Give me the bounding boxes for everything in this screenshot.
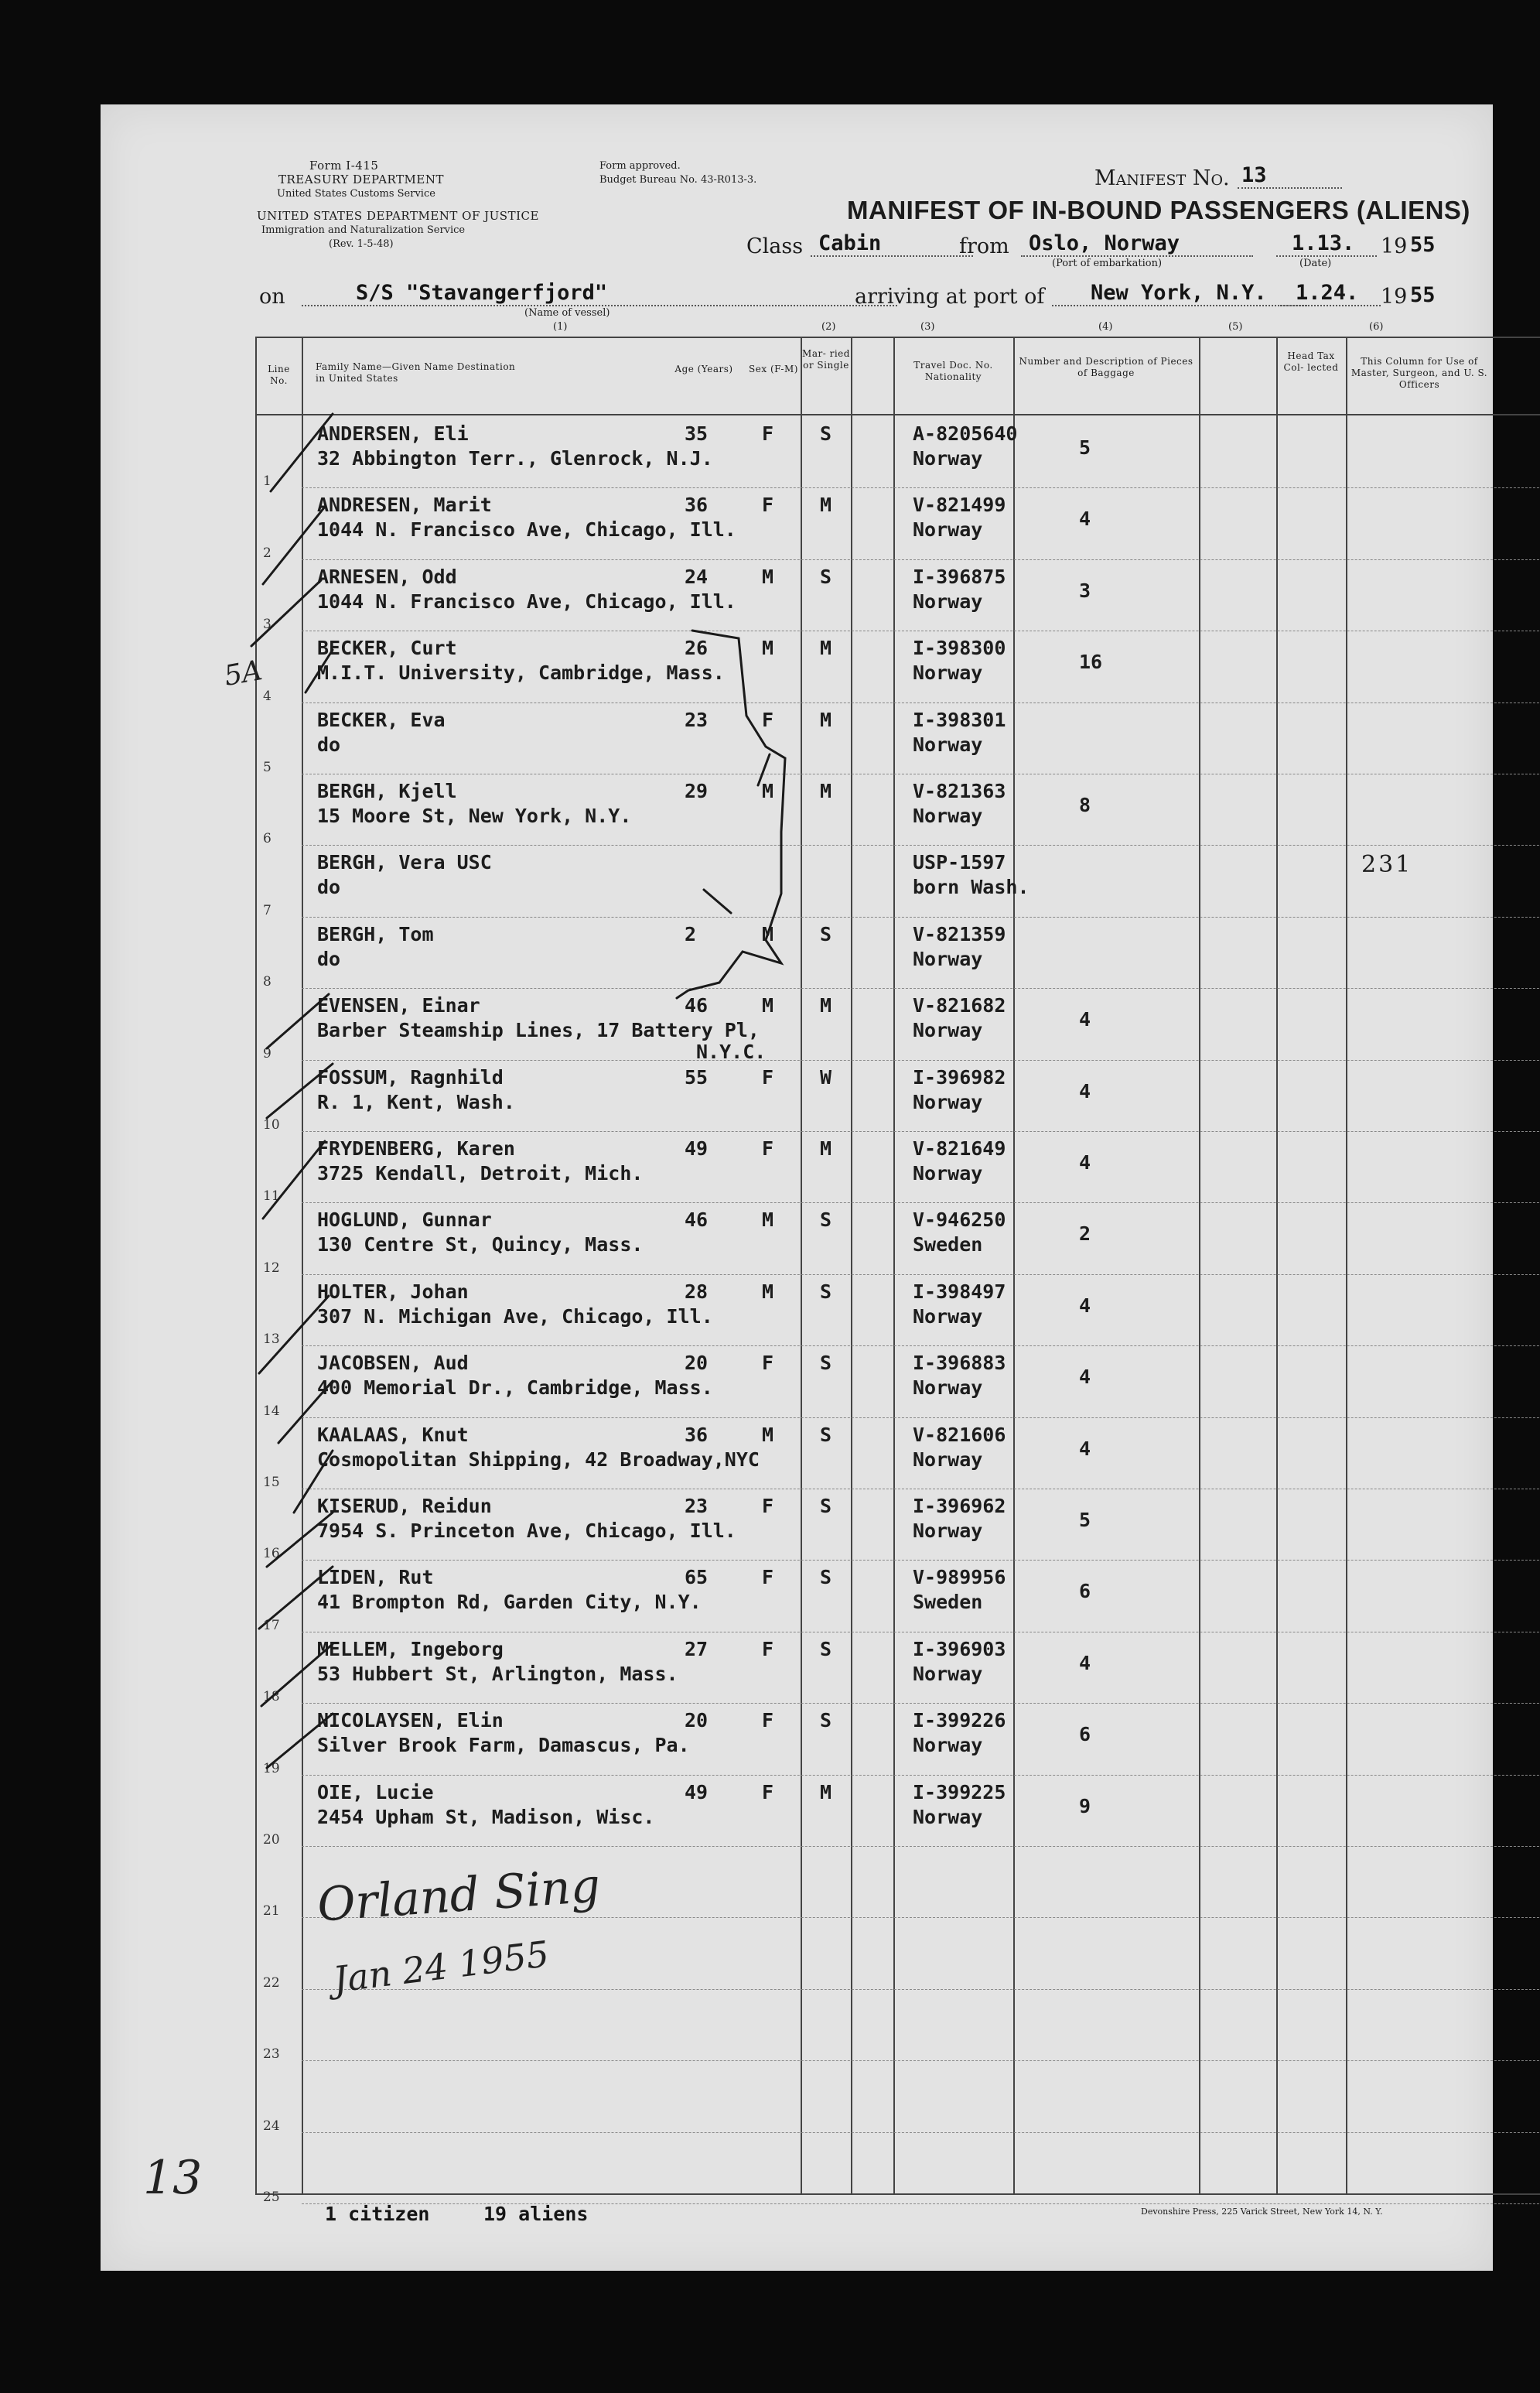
passenger-marital: M — [820, 637, 832, 660]
nationality: Norway — [913, 518, 983, 542]
travel-doc-number: I-399226 — [913, 1709, 1006, 1732]
line-number: 12 — [263, 1260, 280, 1276]
baggage-count: 2 — [1079, 1222, 1091, 1246]
passenger-name: BECKER, Curt — [317, 637, 457, 660]
passenger-sex: M — [762, 565, 774, 588]
line-number: 15 — [263, 1474, 280, 1490]
nationality: Norway — [913, 1805, 983, 1828]
travel-doc-number: V-821649 — [913, 1137, 1006, 1160]
passenger-marital: M — [820, 1780, 832, 1803]
passenger-name: MELLEM, Ingeborg — [317, 1637, 504, 1660]
baggage-count: 4 — [1079, 1366, 1091, 1389]
nationality: Norway — [913, 590, 983, 613]
passenger-sex: F — [762, 708, 774, 731]
manifest-no-label: Manifest No. — [1094, 166, 1230, 190]
vessel-caption: (Name of vessel) — [524, 307, 610, 319]
passenger-sex: M — [762, 994, 774, 1017]
passenger-age: 49 — [685, 1137, 709, 1160]
passenger-age: 35 — [685, 422, 709, 445]
header-travel-doc: Travel Doc. No. Nationality — [913, 360, 993, 382]
baggage-count: 4 — [1079, 1294, 1091, 1317]
approved-label: Form approved. — [599, 160, 681, 172]
baggage-count: 9 — [1079, 1794, 1091, 1817]
travel-doc-number: I-396883 — [913, 1352, 1006, 1375]
passenger-destination: R. 1, Kent, Wash. — [317, 1090, 515, 1113]
nationality: Norway — [913, 947, 983, 970]
line-number: 21 — [263, 1903, 280, 1920]
passenger-destination: do — [317, 947, 341, 970]
baggage-count: 8 — [1079, 794, 1091, 816]
passenger-sex: M — [762, 1208, 774, 1232]
passenger-marital: S — [820, 422, 832, 445]
travel-doc-number: V-821363 — [913, 780, 1006, 802]
passenger-age: 20 — [685, 1352, 709, 1375]
passenger-destination: M.I.T. University, Cambridge, Mass. — [317, 661, 725, 685]
passenger-marital: S — [820, 565, 832, 588]
travel-doc-number: I-396875 — [913, 565, 1006, 588]
margin-mark-5a: 5A — [221, 655, 265, 692]
nationality: Norway — [913, 1090, 983, 1113]
manifest-sheet — [101, 104, 1493, 2271]
passenger-marital: S — [820, 1352, 832, 1375]
header-officers: This Column for Use of Master, Surgeon, and U. S. Officers — [1350, 356, 1488, 390]
printer-imprint: Devonshire Press, 225 Varick Street, New York 14, N. Y. — [1141, 2207, 1383, 2217]
line-number: 14 — [263, 1403, 280, 1419]
passenger-marital: M — [820, 994, 832, 1017]
passenger-marital: M — [820, 780, 832, 802]
alien-count: 19 aliens — [483, 2203, 589, 2225]
passenger-age: 46 — [685, 994, 709, 1017]
header-sex: Sex (F-M) — [749, 364, 798, 374]
nationality: Norway — [913, 1162, 983, 1185]
travel-doc-number: I-398300 — [913, 637, 1006, 660]
passenger-name: HOGLUND, Gunnar — [317, 1208, 492, 1232]
nationality: Norway — [913, 733, 983, 756]
line-number: 19 — [263, 1760, 280, 1776]
passenger-marital: M — [820, 708, 832, 731]
line-number: 4 — [263, 688, 271, 704]
officer-note: 231 — [1361, 851, 1413, 878]
line-number: 25 — [263, 2189, 280, 2205]
passenger-age: 36 — [685, 494, 709, 517]
nationality: Sweden — [913, 1591, 983, 1614]
passenger-marital: S — [820, 1423, 832, 1446]
passenger-sex: M — [762, 922, 774, 945]
passenger-age: 27 — [685, 1637, 709, 1660]
line-number: 20 — [263, 1831, 280, 1848]
passenger-age: 55 — [685, 1065, 709, 1089]
travel-doc-number: V-821682 — [913, 994, 1006, 1017]
travel-doc-number: V-821606 — [913, 1423, 1006, 1446]
passenger-name: EVENSEN, Einar — [317, 994, 480, 1017]
nationality: born Wash. — [913, 876, 1030, 899]
passenger-marital: M — [820, 1137, 832, 1160]
passenger-age: 20 — [685, 1709, 709, 1732]
baggage-count: 5 — [1079, 1509, 1091, 1531]
line-number: 1 — [263, 473, 271, 490]
passenger-age: 46 — [685, 1208, 709, 1232]
passenger-destination: 2454 Upham St, Madison, Wisc. — [317, 1805, 655, 1828]
baggage-count: 16 — [1079, 651, 1103, 674]
passenger-sex: F — [762, 1137, 774, 1160]
passenger-destination-cont: N.Y.C. — [696, 1041, 767, 1064]
passenger-name: NICOLAYSEN, Elin — [317, 1709, 504, 1732]
nationality: Norway — [913, 1662, 983, 1685]
nationality: Sweden — [913, 1233, 983, 1256]
passenger-sex: F — [762, 1495, 774, 1517]
arrival-year: 55 — [1410, 283, 1436, 307]
passenger-sex: M — [762, 780, 774, 802]
nationality: Norway — [913, 1734, 983, 1757]
passenger-name: BERGH, Tom — [317, 922, 434, 945]
travel-doc-number: V-946250 — [913, 1208, 1006, 1232]
passenger-sex: F — [762, 1065, 774, 1089]
baggage-count: 4 — [1079, 508, 1091, 531]
header-age: Age (Years) — [674, 364, 733, 374]
baggage-count: 4 — [1079, 1151, 1091, 1174]
baggage-count: 4 — [1079, 1437, 1091, 1460]
passenger-name: JACOBSEN, Aud — [317, 1352, 469, 1375]
passenger-name: FOSSUM, Ragnhild — [317, 1065, 504, 1089]
rev-label: (Rev. 1-5-48) — [329, 238, 394, 250]
line-number: 6 — [263, 831, 271, 847]
passenger-name: HOLTER, Johan — [317, 1280, 469, 1303]
passenger-name: KISERUD, Reidun — [317, 1495, 492, 1517]
passenger-sex: M — [762, 1280, 774, 1303]
passenger-destination: 53 Hubbert St, Arlington, Mass. — [317, 1662, 678, 1685]
travel-doc-number: V-821359 — [913, 922, 1006, 945]
travel-doc-number: A-8205640 — [913, 422, 1018, 445]
passenger-destination: 15 Moore St, New York, N.Y. — [317, 805, 632, 827]
passenger-age: 24 — [685, 565, 709, 588]
passenger-sex: F — [762, 422, 774, 445]
arrival-port: New York, N.Y. — [1052, 281, 1307, 306]
passenger-marital: S — [820, 1709, 832, 1732]
passenger-name: ANDRESEN, Marit — [317, 494, 492, 517]
citizen-count: 1 citizen — [325, 2203, 430, 2225]
travel-doc-number: V-989956 — [913, 1566, 1006, 1589]
passenger-name: ARNESEN, Odd — [317, 565, 457, 588]
treasury-label: TREASURY DEPARTMENT — [278, 173, 444, 186]
passenger-name: BECKER, Eva — [317, 708, 446, 731]
line-number: 3 — [263, 617, 271, 633]
col-num-1: (1) — [553, 321, 568, 333]
passenger-destination: 3725 Kendall, Detroit, Mich. — [317, 1162, 644, 1185]
passenger-destination: 307 N. Michigan Ave, Chicago, Ill. — [317, 1304, 713, 1328]
header-married: Mar- ried or Single — [802, 348, 850, 371]
nationality: Norway — [913, 1376, 983, 1400]
travel-doc-number: I-396962 — [913, 1495, 1006, 1517]
passenger-age: 23 — [685, 708, 709, 731]
line-number: 18 — [263, 1689, 280, 1705]
arrival-year-prefix: 19 — [1381, 285, 1408, 309]
col-num-3: (3) — [920, 321, 935, 333]
line-number: 2 — [263, 545, 271, 561]
form-number: Form I-415 — [309, 159, 379, 173]
manifest-no-value: 13 — [1238, 163, 1342, 189]
line-number: 10 — [263, 1116, 280, 1133]
handwritten-signature: Orland Sing — [316, 1858, 603, 1933]
passenger-name: BERGH, Vera USC — [317, 851, 492, 874]
date-caption: (Date) — [1299, 258, 1332, 269]
header-baggage: Number and Description of Pieces of Baggage — [1019, 356, 1193, 378]
passenger-marital: W — [820, 1065, 832, 1089]
col-num-6: (6) — [1369, 321, 1384, 333]
travel-doc-number: I-396903 — [913, 1637, 1006, 1660]
passenger-destination: do — [317, 876, 341, 899]
passenger-destination: 1044 N. Francisco Ave, Chicago, Ill. — [317, 518, 736, 542]
departure-year-prefix: 19 — [1381, 234, 1408, 258]
line-number: 7 — [263, 902, 271, 918]
passenger-sex: F — [762, 494, 774, 517]
arriving-label: arriving at port of — [855, 285, 1045, 309]
passenger-marital: S — [820, 1280, 832, 1303]
embark-caption: (Port of embarkation) — [1052, 258, 1163, 269]
passenger-name: KAALAAS, Knut — [317, 1423, 469, 1446]
line-number: 23 — [263, 2046, 280, 2063]
passenger-destination: Barber Steamship Lines, 17 Battery Pl, — [317, 1019, 760, 1042]
manifest-title: MANIFEST OF IN-BOUND PASSENGERS (ALIENS) — [847, 196, 1470, 224]
line-number: 11 — [263, 1188, 280, 1205]
travel-doc-number: I-398301 — [913, 708, 1006, 731]
line-number: 9 — [263, 1045, 271, 1061]
passenger-age: 26 — [685, 637, 709, 660]
from-label: from — [959, 234, 1009, 258]
baggage-count: 4 — [1079, 1008, 1091, 1031]
passenger-sex: F — [762, 1780, 774, 1803]
passenger-marital: S — [820, 1637, 832, 1660]
col-num-5: (5) — [1228, 321, 1243, 333]
passenger-marital: S — [820, 1495, 832, 1517]
passenger-sex: F — [762, 1352, 774, 1375]
passenger-marital: S — [820, 1208, 832, 1232]
header-head-tax: Head Tax Col- lected — [1283, 350, 1339, 373]
nationality: Norway — [913, 447, 983, 470]
nationality: Norway — [913, 1019, 983, 1042]
line-number: 16 — [263, 1546, 280, 1562]
on-label: on — [259, 285, 285, 309]
justice-label: UNITED STATES DEPARTMENT OF JUSTICE — [257, 209, 539, 223]
passenger-marital: S — [820, 1566, 832, 1589]
passenger-destination: 41 Brompton Rd, Garden City, N.Y. — [317, 1591, 702, 1614]
passenger-name: ANDERSEN, Eli — [317, 422, 469, 445]
line-number: 24 — [263, 2118, 280, 2134]
passenger-sex: F — [762, 1637, 774, 1660]
passenger-destination: 400 Memorial Dr., Cambridge, Mass. — [317, 1376, 713, 1400]
header-name: Family Name—Given Name Destination in United States — [316, 361, 516, 384]
baggage-count: 6 — [1079, 1723, 1091, 1746]
passenger-destination: 7954 S. Princeton Ave, Chicago, Ill. — [317, 1520, 736, 1542]
line-number: 17 — [263, 1617, 280, 1633]
passenger-name: BERGH, Kjell — [317, 780, 457, 802]
departure-year: 55 — [1410, 233, 1436, 257]
header-line-no: Line No. — [268, 364, 290, 386]
passenger-age: 2 — [685, 922, 697, 945]
vessel-name: S/S "Stavangerfjord" — [302, 281, 897, 306]
passenger-sex: M — [762, 637, 774, 660]
passenger-marital: M — [820, 494, 832, 517]
travel-doc-number: I-398497 — [913, 1280, 1006, 1303]
nationality: Norway — [913, 1304, 983, 1328]
passenger-age: 65 — [685, 1566, 709, 1589]
passenger-age: 28 — [685, 1280, 709, 1303]
line-number: 8 — [263, 974, 271, 990]
travel-doc-number: V-821499 — [913, 494, 1006, 517]
line-number: 13 — [263, 1332, 280, 1348]
passenger-destination: Cosmopolitan Shipping, 42 Broadway,NYC — [317, 1448, 760, 1471]
passenger-destination: 32 Abbington Terr., Glenrock, N.J. — [317, 447, 713, 470]
passenger-age: 29 — [685, 780, 709, 802]
passenger-name: OIE, Lucie — [317, 1780, 434, 1803]
handwritten-date: Jan 24 1955 — [330, 1933, 551, 2001]
departure-date: 1.13. — [1276, 231, 1377, 257]
baggage-count: 6 — [1079, 1580, 1091, 1603]
handwritten-page-number: 13 — [143, 2151, 203, 2205]
nationality: Norway — [913, 1448, 983, 1471]
passenger-destination: Silver Brook Farm, Damascus, Pa. — [317, 1734, 690, 1757]
from-value: Oslo, Norway — [1021, 231, 1253, 257]
passenger-age: 23 — [685, 1495, 709, 1517]
passenger-age: 49 — [685, 1780, 709, 1803]
passenger-age: 36 — [685, 1423, 709, 1446]
passenger-sex: F — [762, 1566, 774, 1589]
budget-label: Budget Bureau No. 43-R013-3. — [599, 174, 757, 186]
passenger-name: LIDEN, Rut — [317, 1566, 434, 1589]
baggage-count: 4 — [1079, 1079, 1091, 1102]
travel-doc-number: USP-1597 — [913, 851, 1006, 874]
passenger-destination: do — [317, 733, 341, 756]
col-num-2: (2) — [821, 321, 836, 333]
class-label: Class — [746, 234, 804, 258]
arrival-date: 1.24. — [1280, 281, 1381, 306]
nationality: Norway — [913, 805, 983, 827]
passenger-destination: 130 Centre St, Quincy, Mass. — [317, 1233, 644, 1256]
nationality: Norway — [913, 661, 983, 685]
passenger-marital: S — [820, 922, 832, 945]
passenger-destination: 1044 N. Francisco Ave, Chicago, Ill. — [317, 590, 736, 613]
baggage-count: 3 — [1079, 579, 1091, 602]
baggage-count: 4 — [1079, 1651, 1091, 1674]
passenger-sex: F — [762, 1709, 774, 1732]
travel-doc-number: I-399225 — [913, 1780, 1006, 1803]
travel-doc-number: I-396982 — [913, 1065, 1006, 1089]
line-number: 5 — [263, 759, 271, 775]
ins-label: Immigration and Naturalization Service — [261, 224, 466, 236]
customs-label: United States Customs Service — [277, 188, 435, 200]
baggage-count: 5 — [1079, 436, 1091, 459]
col-num-4: (4) — [1098, 321, 1113, 333]
nationality: Norway — [913, 1520, 983, 1542]
pencil-annotations — [101, 104, 1493, 2271]
passenger-sex: M — [762, 1423, 774, 1446]
passenger-name: FRYDENBERG, Karen — [317, 1137, 515, 1160]
class-value: Cabin — [811, 231, 973, 257]
line-number: 22 — [263, 1974, 280, 1991]
